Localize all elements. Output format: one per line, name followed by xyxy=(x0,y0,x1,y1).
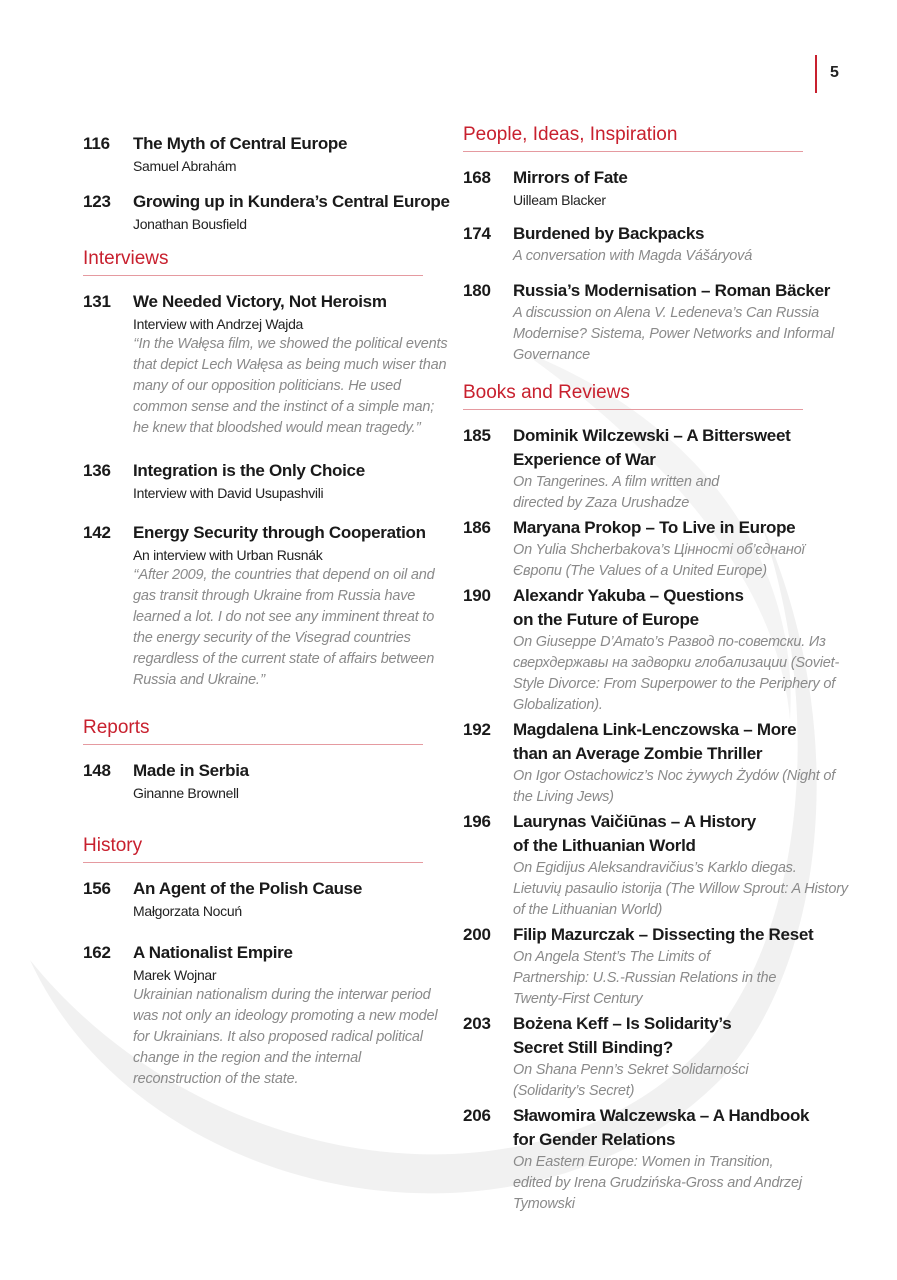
toc-entry[interactable] xyxy=(83,521,453,691)
entry-description: On Yulia Shcherbakova’s Цінності об’єднаної Європи (The Values of a United Europe) xyxy=(513,542,805,579)
entry-author: Uilleam Blacker xyxy=(513,192,606,208)
toc-entry[interactable] xyxy=(83,459,453,503)
entry-description: On Angela Stent’s The Limits of Partnership: U.S.-Russian Relations in the Twenty-First Century xyxy=(513,949,777,1007)
entry-description: Ukrainian nationalism during the interwar period was not only an ideology promoting a new model for Ukrainians. It also proposed radical political change in the region and the internal reconstruction of the state. xyxy=(133,987,438,1087)
entry-page: 168 xyxy=(463,168,491,187)
toc-entry[interactable] xyxy=(83,877,453,921)
toc-entry[interactable] xyxy=(463,279,848,366)
entry-description: ‘‘After 2009, the countries that depend on oil and gas transit through Ukraine from Russia have learned a lot. I do not see any imminent threat to the energy security of the Visegrad countries regardless of the current state of affairs between Russia and Ukraine.’’ xyxy=(133,567,435,688)
entry-title: Filip Mazurczak – Dissecting the Reset xyxy=(513,925,814,944)
page-number: 5 xyxy=(830,64,839,81)
entry-description: On Shana Penn’s Sekret Solidarności (Solidarity’s Secret) xyxy=(513,1062,749,1099)
section-heading-people: People, Ideas, Inspiration xyxy=(463,122,803,152)
entry-description: On Igor Ostachowicz’s Noc żywych Żydów (Night of the Living Jews) xyxy=(513,768,836,805)
entry-author: An interview with Urban Rusnák xyxy=(133,547,323,563)
entry-title: Energy Security through Cooperation xyxy=(133,523,426,542)
toc-entry[interactable] xyxy=(463,516,848,582)
toc-entry[interactable] xyxy=(463,1104,848,1215)
entry-description: On Tangerines. A film written and directed by Zaza Urushadze xyxy=(513,474,720,511)
entry-author: Interview with David Usupashvili xyxy=(133,485,324,501)
entry-page: 206 xyxy=(463,1106,491,1125)
entry-page: 136 xyxy=(83,461,111,480)
entry-title: Russia’s Modernisation – Roman Bäcker xyxy=(513,281,831,300)
entry-title: We Needed Victory, Not Heroism xyxy=(133,292,387,311)
entry-title: Magdalena Link-Lenczowska – More than an Average Zombie Thriller xyxy=(513,720,797,763)
entry-page: 131 xyxy=(83,292,111,311)
toc-entry[interactable] xyxy=(463,166,848,210)
entry-title: Sławomira Walczewska – A Handbook for Gender Relations xyxy=(513,1106,810,1149)
toc-entry[interactable] xyxy=(83,190,453,234)
entry-description: On Eastern Europe: Women in Transition, edited by Irena Grudzińska-Gross and Andrzej Tymowski xyxy=(513,1154,802,1212)
entry-title: Made in Serbia xyxy=(133,761,249,780)
entry-author: Samuel Abrahám xyxy=(133,158,237,174)
right-column xyxy=(463,122,848,1215)
section-heading-history: History xyxy=(83,833,423,863)
section-heading-interviews: Interviews xyxy=(83,246,423,276)
toc-entry[interactable] xyxy=(463,923,848,1010)
section-heading-books: Books and Reviews xyxy=(463,380,803,410)
entry-title: An Agent of the Polish Cause xyxy=(133,879,362,898)
entry-page: 123 xyxy=(83,192,111,211)
entry-title: A Nationalist Empire xyxy=(133,943,293,962)
section-heading-reports: Reports xyxy=(83,715,423,745)
toc-entry[interactable] xyxy=(83,759,453,803)
entry-description: A discussion on Alena V. Ledeneva’s Can Russia Modernise? Sistema, Power Networks and Informal Governance xyxy=(513,305,835,363)
toc-entry[interactable] xyxy=(463,222,848,267)
entry-description: On Giuseppe D’Amato’s Развод по-советски. Из сверхдержавы на задворки глобализации (Soviet-Style Divorce: From Superpower to the Periphery of Globalization). xyxy=(513,634,840,713)
entry-title: Growing up in Kundera’s Central Europe xyxy=(133,192,450,211)
entry-description: ‘‘In the Wałęsa film, we showed the political events that depict Lech Wałęsa as being much wiser than many of our opposition politicians. He used common sense and the instinct of a simple man; he knew that bloodshed would mean tragedy.’’ xyxy=(133,336,448,436)
entry-page: 190 xyxy=(463,586,491,605)
toc-entry[interactable] xyxy=(463,424,848,514)
entry-author: Marek Wojnar xyxy=(133,967,217,983)
page-number-rule xyxy=(815,55,817,93)
entry-title: Burdened by Backpacks xyxy=(513,224,705,243)
entry-title: Dominik Wilczewski – A Bittersweet Experience of War xyxy=(513,426,791,469)
entry-title: Integration is the Only Choice xyxy=(133,461,365,480)
toc-entry[interactable] xyxy=(463,584,848,716)
entry-page: 185 xyxy=(463,426,491,445)
entry-description: On Egidijus Aleksandravičius’s Karklo diegas. Lietuvių pasaulio istorija (The Willow Sprout: A History of the Lithuanian World) xyxy=(513,860,848,918)
entry-page: 192 xyxy=(463,720,491,739)
entry-title: Bożena Keff – Is Solidarity’s Secret Still Binding? xyxy=(513,1014,732,1057)
entry-title: Alexandr Yakuba – Questions on the Future of Europe xyxy=(513,586,744,629)
toc-entry[interactable] xyxy=(83,132,453,176)
entry-page: 200 xyxy=(463,925,491,944)
toc-entry[interactable] xyxy=(83,290,453,439)
entry-title: The Myth of Central Europe xyxy=(133,134,348,153)
entry-page: 156 xyxy=(83,879,111,898)
entry-page: 174 xyxy=(463,224,491,243)
entry-page: 186 xyxy=(463,518,491,537)
entry-author: Jonathan Bousfield xyxy=(133,216,247,232)
entry-page: 116 xyxy=(83,134,110,153)
entry-author: Małgorzata Nocuń xyxy=(133,903,242,919)
toc-entry[interactable] xyxy=(463,1012,848,1102)
entry-description: A conversation with Magda Vášáryová xyxy=(513,248,753,264)
entry-page: 142 xyxy=(83,523,111,542)
toc-entry[interactable] xyxy=(83,941,453,1090)
toc-entry[interactable] xyxy=(463,718,848,808)
toc-entry[interactable] xyxy=(463,810,848,921)
entry-page: 203 xyxy=(463,1014,491,1033)
entry-author: Ginanne Brownell xyxy=(133,785,239,801)
entry-title: Laurynas Vaičiūnas – A History of the Lithuanian World xyxy=(513,812,756,855)
entry-page: 148 xyxy=(83,761,111,780)
entry-title: Maryana Prokop – To Live in Europe xyxy=(513,518,796,537)
entry-title: Mirrors of Fate xyxy=(513,168,628,187)
entry-author: Interview with Andrzej Wajda xyxy=(133,316,304,332)
entry-page: 162 xyxy=(83,943,111,962)
left-column xyxy=(83,132,453,1090)
entry-page: 180 xyxy=(463,281,491,300)
entry-page: 196 xyxy=(463,812,491,831)
